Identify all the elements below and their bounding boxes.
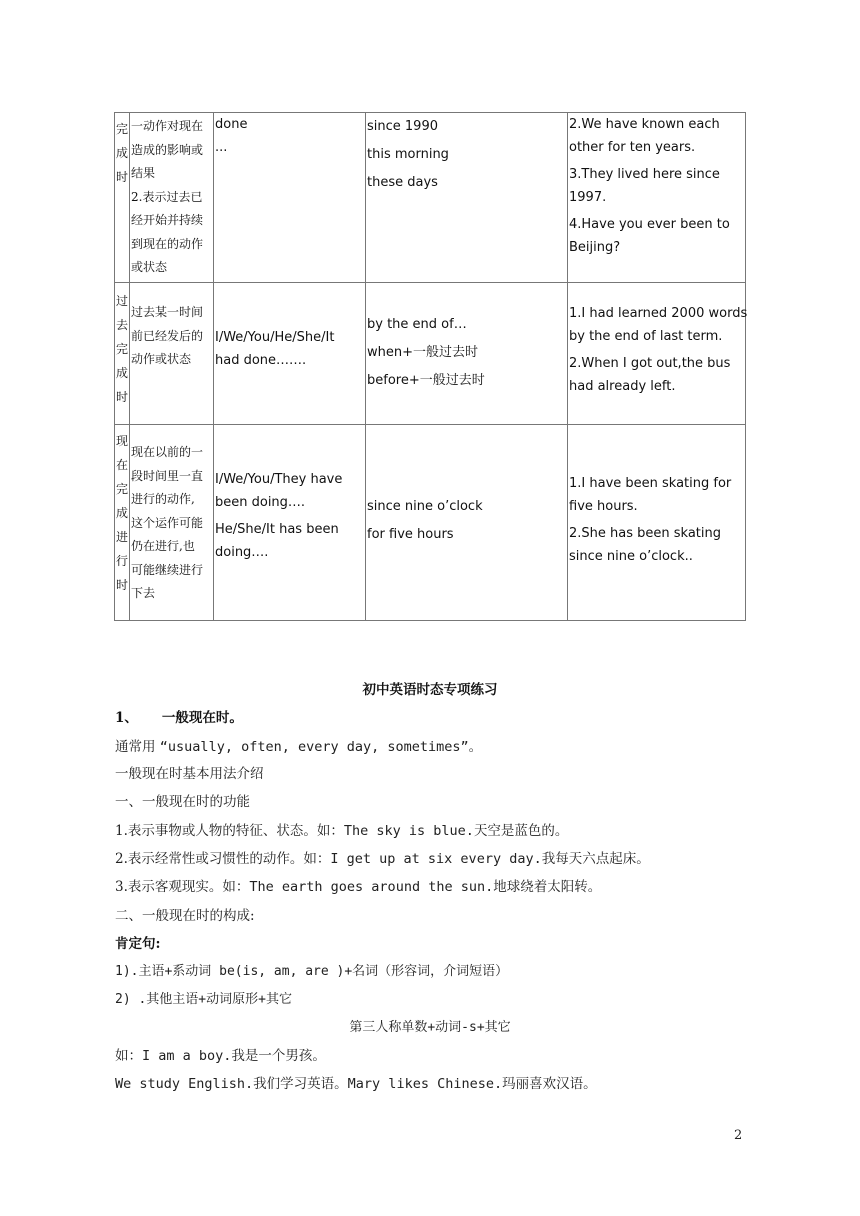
time-expression: when+一般过去时 — [367, 345, 479, 360]
time-expression: before+一般过去时 — [367, 373, 485, 388]
usage-cell: 过去某一时间 前已经发后的 动作或状态 — [130, 283, 214, 425]
example-2: We study English.我们学习英语。Mary likes Chinese.玛丽喜欢汉语。 — [115, 1076, 597, 1092]
function-heading: 一、一般现在时的功能 — [115, 794, 250, 810]
example-cell: 1.I have been skating for five hours. 2.She has been skating since nine o’clock.. — [568, 425, 746, 621]
heading-present-simple — [115, 706, 243, 726]
rule-1: 1).主语+系动词 be(is, am, are )+名词（形容词，介词短语） — [115, 964, 509, 979]
example-cell: 2.We have known each other for ten years. 3.They lived here since 1997. 4.Have you ever been to Beijing? — [568, 113, 746, 283]
time-expression: by the end of… — [367, 317, 467, 332]
affirmative-label: 肯定句: — [115, 936, 161, 952]
usually-words: “usually, often, every day, sometimes”。 — [159, 739, 483, 755]
time-expression-cell — [366, 425, 568, 621]
section-title: 初中英语时态专项练习 — [362, 682, 498, 698]
form-heading: 二、一般现在时的构成: — [115, 908, 255, 924]
time-expression: these days — [367, 175, 438, 190]
tense-name-cell: 完 成 时 — [115, 113, 130, 283]
function-item-3: 3.表示客观现实。如：The earth goes around the sun.地球绕着太阳转。 — [115, 879, 602, 895]
form-cell: I/We/You/He/She/It had done……. — [214, 283, 366, 425]
form-cell: done ... — [214, 113, 366, 283]
intro-line: 一般现在时基本用法介绍 — [115, 766, 264, 782]
tense-row — [115, 283, 746, 425]
example-cell: 1.I had learned 2000 words by the end of last term. 2.When I got out,the bus had already left. — [568, 283, 746, 425]
page-number: 2 — [734, 1128, 743, 1143]
tense-name-cell: 过 去 完 成 时 — [115, 283, 130, 425]
heading-text: 一般现在时。 — [161, 710, 243, 726]
tense-row — [115, 425, 746, 621]
form-cell: I/We/You/They have been doing…. He/She/It has been doing…. — [214, 425, 366, 621]
function-item-2: 2.表示经常性或习惯性的动作。如：I get up at six every day.我每天六点起床。 — [115, 851, 650, 867]
tense-table — [114, 112, 746, 621]
rule-2: 2) .其他主语+动词原形+其它 — [115, 992, 292, 1007]
tense-name-cell: 现 在 完 成 进 行 时 — [115, 425, 130, 621]
usually-line: 通常用 “usually, often, every day, sometimes”。 — [115, 739, 483, 755]
tense-row — [115, 113, 746, 283]
usage-cell: 现在以前的一 段时间里一直 进行的动作, 这个运作可能 仍在进行,也 可能继续进行 下去 — [130, 425, 214, 621]
time-expression: since 1990 — [367, 119, 438, 134]
time-expression: for five hours — [367, 527, 454, 542]
time-expression-cell — [366, 113, 568, 283]
function-item-1: 1.表示事物或人物的特征、状态。如：The sky is blue.天空是蓝色的。 — [115, 823, 569, 839]
heading-number: 1、 — [115, 710, 138, 726]
usage-cell: 一动作对现在 造成的影响或 结果 2.表示过去已 经开始并持续 到现在的动作 或状态 — [130, 113, 214, 283]
time-expression: this morning — [367, 147, 449, 162]
example-1: 如：I am a boy.我是一个男孩。 — [115, 1048, 326, 1064]
rule-3: 第三人称单数+动词-s+其它 — [349, 1020, 511, 1035]
time-expression-cell — [366, 283, 568, 425]
time-expression: since nine o’clock — [367, 499, 483, 514]
